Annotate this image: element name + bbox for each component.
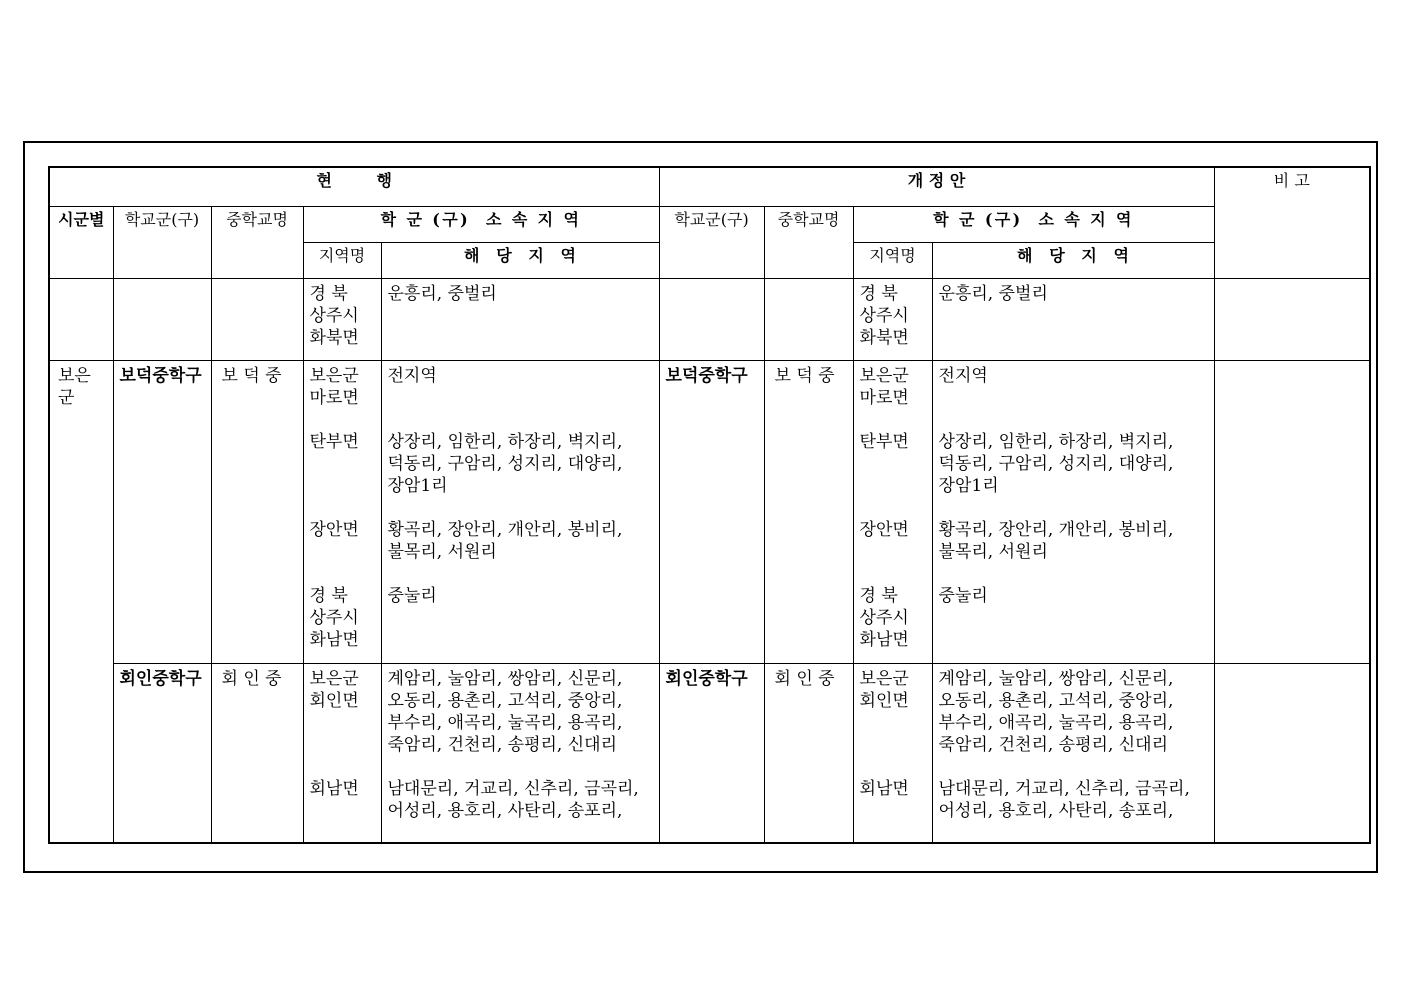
row3-group-new: 회인중학구	[659, 663, 764, 843]
row3-school-new: 회 인 중	[764, 663, 853, 843]
header-region-detail: 해 당 지 역	[381, 242, 659, 278]
row1-region-detail-new: 운흥리, 중벌리	[932, 278, 1214, 360]
region-name: 장안면	[859, 519, 909, 540]
region-name: 회남면	[859, 778, 909, 799]
header-region-name-new: 지역명	[853, 242, 932, 278]
header-school-group-new: 학교군(구)	[659, 206, 764, 278]
row3-group: 회인중학구	[113, 663, 211, 843]
row1-school	[211, 278, 303, 360]
row2-group-new: 보덕중학구	[659, 360, 764, 663]
header-area-new: 학 군 (구) 소 속 지 역	[853, 206, 1214, 242]
row3-region-names-new	[853, 663, 932, 843]
row3-region-details	[381, 663, 659, 843]
region-detail: 계암리, 눌암리, 쌍암리, 신문리, 오동리, 용촌리, 고석리, 중앙리, 부수리, 애곡리, 눌곡리, 용곡리, 죽암리, 건천리, 송평리, 신대리	[938, 668, 1174, 755]
row3-school: 회 인 중	[211, 663, 303, 843]
row1-sigun	[49, 278, 113, 360]
region-detail: 황곡리, 장안리, 개안리, 봉비리, 불목리, 서원리	[387, 519, 623, 562]
row2-remarks	[1214, 360, 1370, 663]
row1-remarks	[1214, 278, 1370, 360]
row1-region-detail: 운흥리, 중벌리	[381, 278, 659, 360]
row2-sigun: 보은군	[49, 360, 113, 843]
region-detail: 상장리, 임한리, 하장리, 벽지리, 덕동리, 구암리, 성지리, 대양리, 장암1리	[387, 431, 623, 496]
row2-school: 보 덕 중	[211, 360, 303, 663]
region-name: 보은군 마로면	[859, 365, 909, 408]
region-detail: 황곡리, 장안리, 개안리, 봉비리, 불목리, 서원리	[938, 519, 1174, 562]
region-detail: 중눌리	[387, 585, 437, 606]
region-detail: 남대문리, 거교리, 신추리, 금곡리, 어성리, 용호리, 사탄리, 송포리,	[938, 778, 1190, 821]
row1-region-name-new: 경 북 상주시 화북면	[853, 278, 932, 360]
header-school-group: 학교군(구)	[113, 206, 211, 278]
region-name: 보은군 회인면	[859, 668, 909, 711]
row1-group-new	[659, 278, 764, 360]
row2-region-details-new	[932, 360, 1214, 663]
header-sigun: 시군별	[49, 206, 113, 278]
row2-region-names-new	[853, 360, 932, 663]
row3-region-names	[303, 663, 381, 843]
row1-school-new	[764, 278, 853, 360]
header-region-name: 지역명	[303, 242, 381, 278]
header-region-detail-new: 해 당 지 역	[932, 242, 1214, 278]
row1-group	[113, 278, 211, 360]
header-proposed: 개 정 안	[659, 167, 1214, 206]
row3-remarks	[1214, 663, 1370, 843]
row2-school-new: 보 덕 중	[764, 360, 853, 663]
region-detail: 전지역	[387, 365, 437, 386]
region-detail: 중눌리	[938, 585, 988, 606]
school-district-table	[48, 166, 1371, 844]
region-name: 탄부면	[309, 431, 359, 452]
header-middle-school-new: 중학교명	[764, 206, 853, 278]
region-name: 탄부면	[859, 431, 909, 452]
region-name: 장안면	[309, 519, 359, 540]
region-detail: 상장리, 임한리, 하장리, 벽지리, 덕동리, 구암리, 성지리, 대양리, 장암1리	[938, 431, 1174, 496]
row3-region-details-new	[932, 663, 1214, 843]
region-detail: 남대문리, 거교리, 신추리, 금곡리, 어성리, 용호리, 사탄리, 송포리,	[387, 778, 639, 821]
header-middle-school: 중학교명	[211, 206, 303, 278]
row2-group: 보덕중학구	[113, 360, 211, 663]
region-name: 회남면	[309, 778, 359, 799]
region-name: 보은군 회인면	[309, 668, 359, 711]
row2-region-names	[303, 360, 381, 663]
row1-region-name: 경 북 상주시 화북면	[303, 278, 381, 360]
region-name: 경 북 상주시 화남면	[309, 585, 359, 650]
header-remarks: 비 고	[1214, 167, 1370, 278]
header-current: 현 행	[49, 167, 659, 206]
region-name: 경 북 상주시 화남면	[859, 585, 909, 650]
region-detail: 전지역	[938, 365, 988, 386]
region-name: 보은군 마로면	[309, 365, 359, 408]
region-detail: 계암리, 눌암리, 쌍암리, 신문리, 오동리, 용촌리, 고석리, 중앙리, 부수리, 애곡리, 눌곡리, 용곡리, 죽암리, 건천리, 송평리, 신대리	[387, 668, 623, 755]
row2-region-details	[381, 360, 659, 663]
header-area: 학 군 (구) 소 속 지 역	[303, 206, 659, 242]
